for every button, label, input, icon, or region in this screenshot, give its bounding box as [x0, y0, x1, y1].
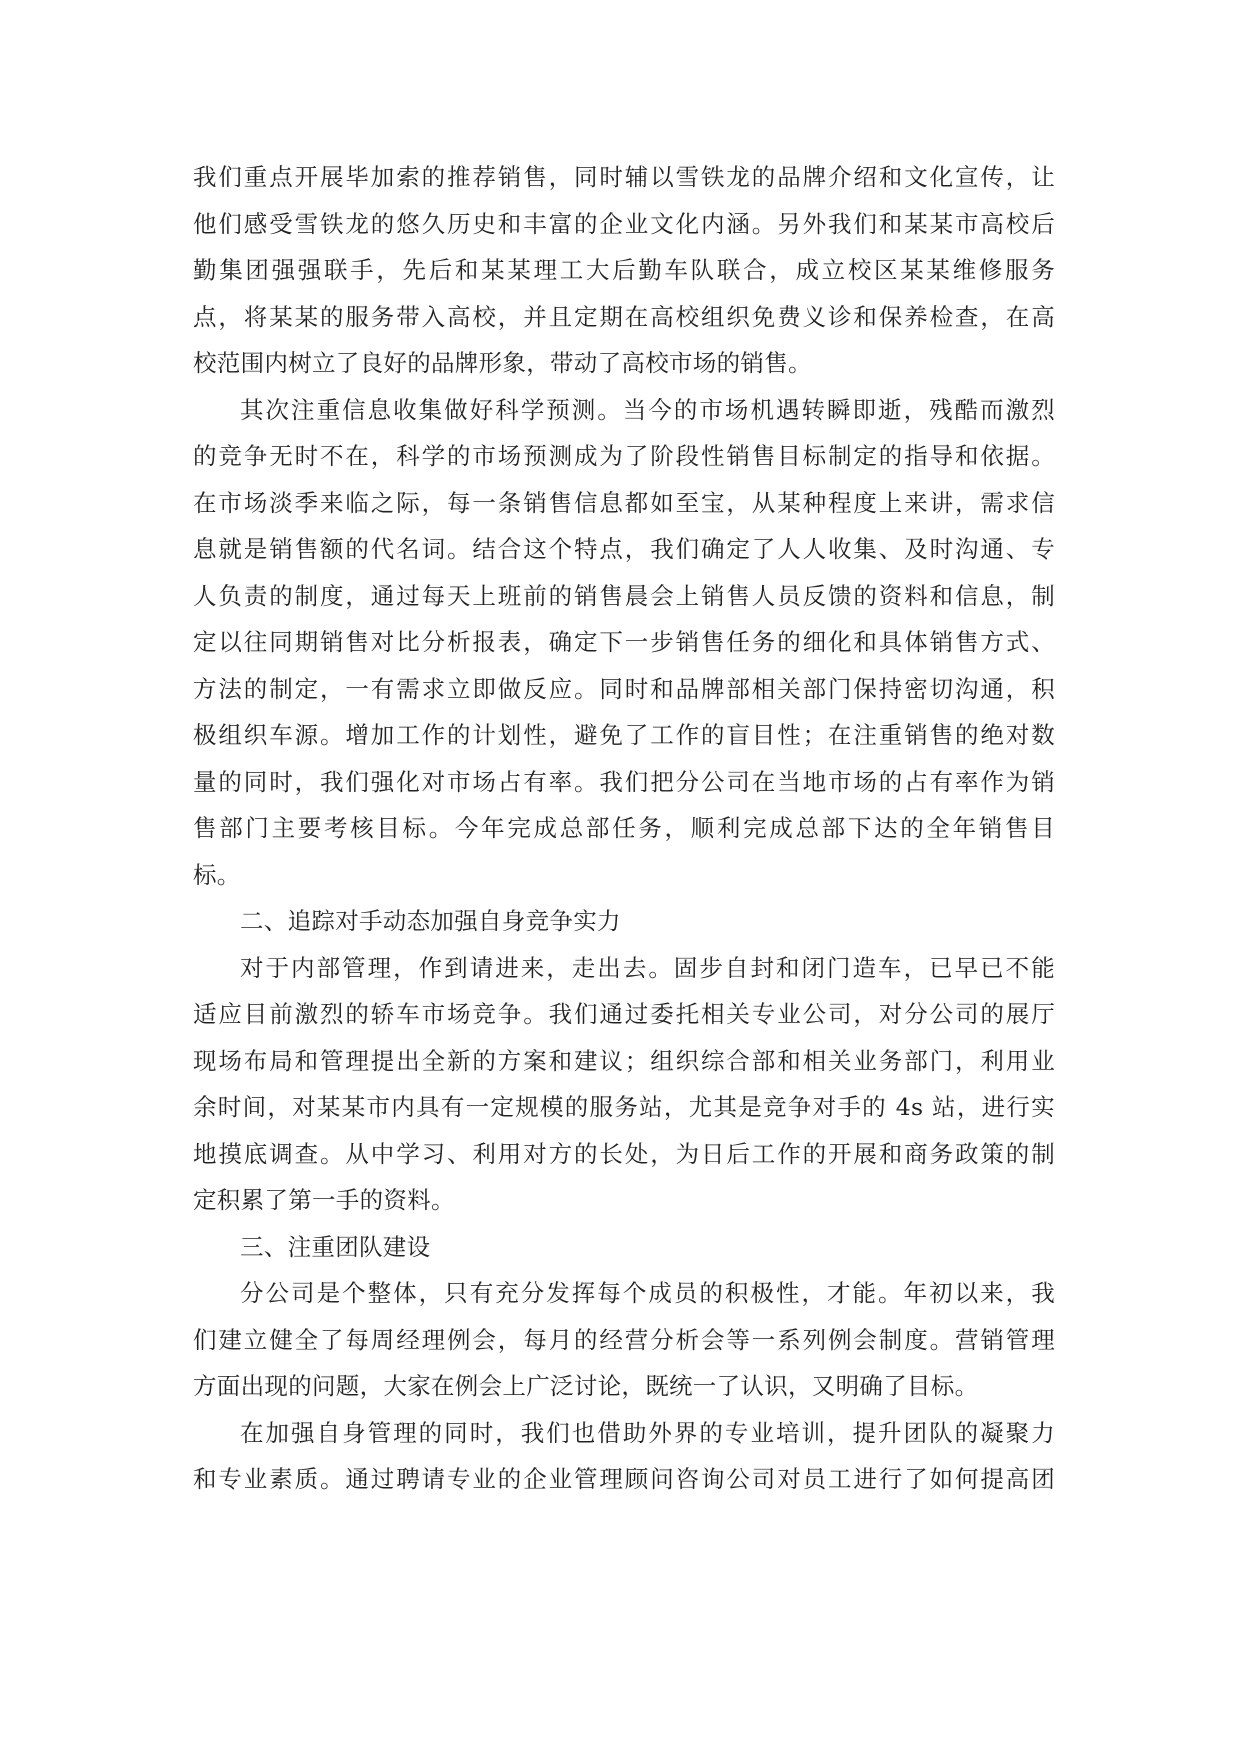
text-line: 现场布局和管理提出全新的方案和建议；组织综合部和相关业务部门，利用业 [193, 1046, 1055, 1075]
text-line: 量的同时，我们强化对市场占有率。我们把分公司在当地市场的占有率作为销 [193, 767, 1055, 796]
text-line: 校范围内树立了良好的品牌形象，带动了高校市场的销售。 [193, 349, 812, 377]
text-line: 我们重点开展毕加索的推荐销售，同时辅以雪铁龙的品牌介绍和文化宣传，让 [193, 163, 1055, 191]
paragraph-start-line: 在加强自身管理的同时，我们也借助外界的专业培训，提升团队的凝聚力 [240, 1418, 1055, 1447]
text-line: 方法的制定，一有需求立即做反应。同时和品牌部相关部门保持密切沟通，积 [193, 674, 1055, 703]
text-line: 在市场淡季来临之际，每一条销售信息都如至宝，从某种程度上来讲，需求信 [193, 488, 1055, 517]
text-line: 点，将某某的服务带入高校，并且定期在高校组织免费义诊和保养检查，在高 [193, 302, 1055, 331]
paragraph-start-line: 对于内部管理，作到请进来，走出去。固步自封和闭门造车，已早已不能 [240, 953, 1055, 982]
text-line: 地摸底调查。从中学习、利用对方的长处，为日后工作的开展和商务政策的制 [193, 1139, 1055, 1168]
text-line: 极组织车源。增加工作的计划性，避免了工作的盲目性；在注重销售的绝对数 [193, 721, 1055, 749]
text-line: 适应目前激烈的轿车市场竞争。我们通过委托相关专业公司，对分公司的展厅 [193, 1000, 1055, 1028]
paragraph-start-line: 分公司是个整体，只有充分发挥每个成员的积极性，才能。年初以来，我 [240, 1279, 1055, 1307]
section-heading: 二、追踪对手动态加强自身竞争实力 [240, 907, 621, 935]
text-line: 和专业素质。通过聘请专业的企业管理顾问咨询公司对员工进行了如何提高团 [193, 1465, 1055, 1493]
text-line: 定以往同期销售对比分析报表，确定下一步销售任务的细化和具体销售方式、 [193, 628, 1055, 656]
text-line: 定积累了第一手的资料。 [193, 1186, 455, 1214]
text-line: 息就是销售额的代名词。结合这个特点，我们确定了人人收集、及时沟通、专 [193, 535, 1055, 563]
text-line: 标。 [193, 860, 241, 889]
body-text [193, 154, 1055, 1503]
text-line: 售部门主要考核目标。今年完成总部任务，顺利完成总部下达的全年销售目 [193, 814, 1055, 842]
paragraph-start-line: 其次注重信息收集做好科学预测。当今的市场机遇转瞬即逝，残酷而激烈 [240, 395, 1055, 424]
section-heading: 三、注重团队建设 [240, 1232, 431, 1261]
text-line: 余时间，对某某市内具有一定规模的服务站，尤其是竞争对手的 4s 站，进行实 [193, 1093, 1055, 1121]
text-line: 勤集团强强联手，先后和某某理工大后勤车队联合，成立校区某某维修服务 [193, 256, 1055, 284]
text-line: 们建立健全了每周经理例会，每月的经营分析会等一系列例会制度。营销管理 [193, 1325, 1055, 1354]
text-line: 人负责的制度，通过每天上班前的销售晨会上销售人员反馈的资料和信息，制 [193, 581, 1055, 610]
text-line: 的竞争无时不在，科学的市场预测成为了阶段性销售目标制定的指导和依据。 [193, 442, 1055, 470]
text-line: 方面出现的问题，大家在例会上广泛讨论，既统一了认识，又明确了目标。 [193, 1372, 979, 1400]
text-line: 他们感受雪铁龙的悠久历史和丰富的企业文化内涵。另外我们和某某市高校后 [193, 209, 1055, 238]
